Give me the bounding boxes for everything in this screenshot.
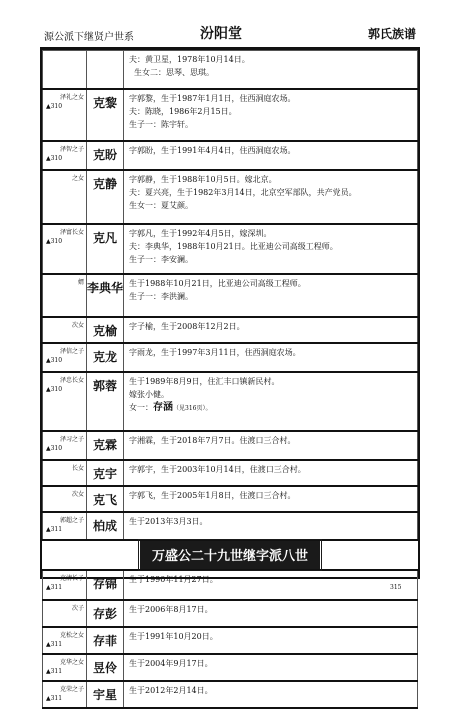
page-ref: ▲311: [46, 668, 63, 675]
person-name: 克宇: [87, 460, 124, 486]
page-header: [40, 22, 420, 46]
relation-label: 次女: [71, 491, 84, 498]
generation-banner-row: [43, 540, 418, 570]
relation-label: 泽信之子: [59, 348, 84, 355]
detail-line: 生女一：夏艾颜。: [129, 201, 193, 210]
relation-cell: [43, 274, 87, 317]
detail-line: 生于1990年11月27日。: [129, 575, 218, 584]
detail-line: 字郭静，生于1988年10月5日。嫁北京。: [129, 175, 277, 184]
person-details: [124, 512, 418, 540]
relation-cell: [43, 431, 87, 460]
detail-line: 夫：夏兴亮，生于1982年3月14日，北京空军部队，共产党员。: [129, 188, 357, 197]
person-details: [124, 681, 418, 708]
detail-line: 生于2013年3月3日。: [129, 517, 208, 526]
page-ref: ▲311: [46, 526, 63, 533]
person-row: [43, 681, 418, 708]
person-name: 克盼: [87, 141, 124, 170]
relation-label: 克华之女: [59, 659, 84, 666]
person-details: [124, 486, 418, 512]
detail-line: 生于2006年8月17日。: [129, 605, 213, 614]
relation-cell: [43, 170, 87, 224]
relation-cell: [43, 224, 87, 274]
detail-line: 字郭凡，生于1992年4月5日，嫁深圳。: [129, 229, 272, 238]
detail-line: 字子榆，生于2008年12月2日。: [129, 322, 245, 331]
page-number: 315: [390, 584, 402, 591]
genealogy-table: [42, 50, 418, 709]
person-details: [124, 372, 418, 431]
detail-line: 生于1991年10月20日。: [129, 632, 218, 641]
detail-line: 字郭盼，生于1991年4月4日，住西洞庭农场。: [129, 146, 296, 155]
person-name: 李典华: [87, 274, 124, 317]
relation-cell: [43, 372, 87, 431]
header-lineage: 源公派下继贤户世系: [44, 32, 134, 43]
person-details: [124, 274, 418, 317]
relation-cell: [43, 89, 87, 141]
relation-label: 泽礼之女: [59, 94, 84, 101]
daughter-name: 存涵: [153, 402, 173, 413]
person-name: 克龙: [87, 343, 124, 372]
person-name: 克静: [87, 170, 124, 224]
detail-line: 生子一：李安澜。: [129, 255, 193, 264]
relation-label: 克松之女: [59, 632, 84, 639]
relation-label: 泽智之子: [59, 146, 84, 153]
relation-label: 次子: [71, 605, 84, 612]
person-details: [124, 141, 418, 170]
relation-cell: [43, 627, 87, 654]
person-row: [43, 654, 418, 681]
relation-cell: [43, 343, 87, 372]
person-row: [43, 89, 418, 141]
person-details: [124, 600, 418, 627]
page-ref: ▲311: [46, 695, 63, 702]
person-details: [124, 460, 418, 486]
relation-label: 次女: [71, 322, 84, 329]
generation-banner: 万盛公二十九世继字派八世: [140, 541, 320, 569]
person-details: [124, 627, 418, 654]
relation-cell: [43, 317, 87, 343]
header-genealogy-title: 郭氏族谱: [367, 27, 416, 41]
detail-line: 字湘霖，生于2018年7月7日。住渡口三合村。: [129, 436, 296, 445]
person-row: [43, 224, 418, 274]
page-ref: ▲310: [46, 445, 63, 452]
entry-line: 夫：黄卫星，1978年10月14日。: [129, 55, 250, 64]
detail-line: 生子一：李洪澜。: [129, 292, 193, 301]
daughter-prefix: 女一：: [129, 403, 153, 412]
person-name: 郭蓉: [87, 372, 124, 431]
person-row: [43, 431, 418, 460]
entry-line: 生女二：思琴、思琪。: [134, 68, 214, 77]
person-name: 存锦: [87, 570, 124, 600]
relation-label: 长女: [71, 465, 84, 472]
person-name: 存菲: [87, 627, 124, 654]
person-details: [124, 317, 418, 343]
person-name: 克榆: [87, 317, 124, 343]
relation-label: 泽忠长女: [59, 377, 84, 384]
person-row: [43, 343, 418, 372]
detail-line: 生于1989年8月9日，住汇丰口镇新民村。: [129, 377, 280, 386]
person-row: [43, 570, 418, 600]
page-ref: ▲311: [46, 641, 63, 648]
person-row: [43, 460, 418, 486]
person-row: [43, 170, 418, 224]
person-row: [43, 317, 418, 343]
header-hall-name: 汾阳堂: [200, 26, 242, 42]
person-name: 柏成: [87, 512, 124, 540]
relation-label: 泽习之子: [59, 436, 84, 443]
person-name: 昱伶: [87, 654, 124, 681]
daughter-line: [129, 401, 414, 415]
detail-line: 字郭宇，生于2003年10月14日，住渡口三合村。: [129, 465, 306, 474]
relation-label: 克荣之子: [59, 686, 84, 693]
relation-cell: [43, 512, 87, 540]
page-ref: ▲310: [46, 357, 63, 364]
relation-label: 婿: [77, 279, 84, 286]
page-ref: ▲310: [46, 238, 63, 245]
detail-line: 嫁张小健。: [129, 390, 169, 399]
detail-line: 字郭黎，生于1987年1月1日，住西洞庭农场。: [129, 94, 296, 103]
relation-label: 克清长子: [59, 575, 84, 582]
person-row: [43, 486, 418, 512]
relation-cell: [43, 141, 87, 170]
detail-line: 字郭飞，生于2005年1月8日，住渡口三合村。: [129, 491, 296, 500]
page-ref: ▲310: [46, 103, 63, 110]
person-name: 宇星: [87, 681, 124, 708]
relation-cell: [43, 681, 87, 708]
person-name: 克黎: [87, 89, 124, 141]
relation-label: 泽富长女: [59, 229, 84, 236]
detail-line: 生于1988年10月21日，比亚迪公司高级工程师。: [129, 279, 306, 288]
person-details: [124, 89, 418, 141]
person-details: [124, 654, 418, 681]
continuation-row: [43, 51, 418, 90]
person-row: [43, 141, 418, 170]
relation-label: 之女: [71, 175, 84, 182]
relation-cell: [43, 600, 87, 627]
detail-line: 生于2012年2月14日。: [129, 686, 213, 695]
detail-line: 夫：陈晓，1986年2月15日。: [129, 107, 237, 116]
person-name: 克飞: [87, 486, 124, 512]
detail-line: 生于2004年9月17日。: [129, 659, 213, 668]
relation-label: 郭超之子: [59, 517, 84, 524]
person-details: [124, 170, 418, 224]
relation-cell: [43, 570, 87, 600]
person-name: 存彭: [87, 600, 124, 627]
person-row: [43, 600, 418, 627]
page-ref: ▲310: [46, 155, 63, 162]
detail-line: 字雨龙，生于1997年3月11日，住西洞庭农场。: [129, 348, 301, 357]
person-row: [43, 627, 418, 654]
detail-line: 夫：李典华，1988年10月21日。比亚迪公司高级工程师。: [129, 242, 338, 251]
person-name: 克凡: [87, 224, 124, 274]
page-reference-note: （见316页）。: [173, 405, 212, 412]
person-details: [124, 570, 418, 600]
page-ref: ▲310: [46, 386, 63, 393]
person-row: [43, 512, 418, 540]
relation-cell: [43, 486, 87, 512]
relation-cell: [43, 460, 87, 486]
person-details: [124, 343, 418, 372]
detail-line: 生子一：陈宇轩。: [129, 120, 193, 129]
page-ref: ▲311: [46, 584, 63, 591]
person-row: [43, 372, 418, 431]
person-row: [43, 274, 418, 317]
relation-cell: [43, 654, 87, 681]
person-details: [124, 224, 418, 274]
person-name: 克霖: [87, 431, 124, 460]
person-details: [124, 431, 418, 460]
